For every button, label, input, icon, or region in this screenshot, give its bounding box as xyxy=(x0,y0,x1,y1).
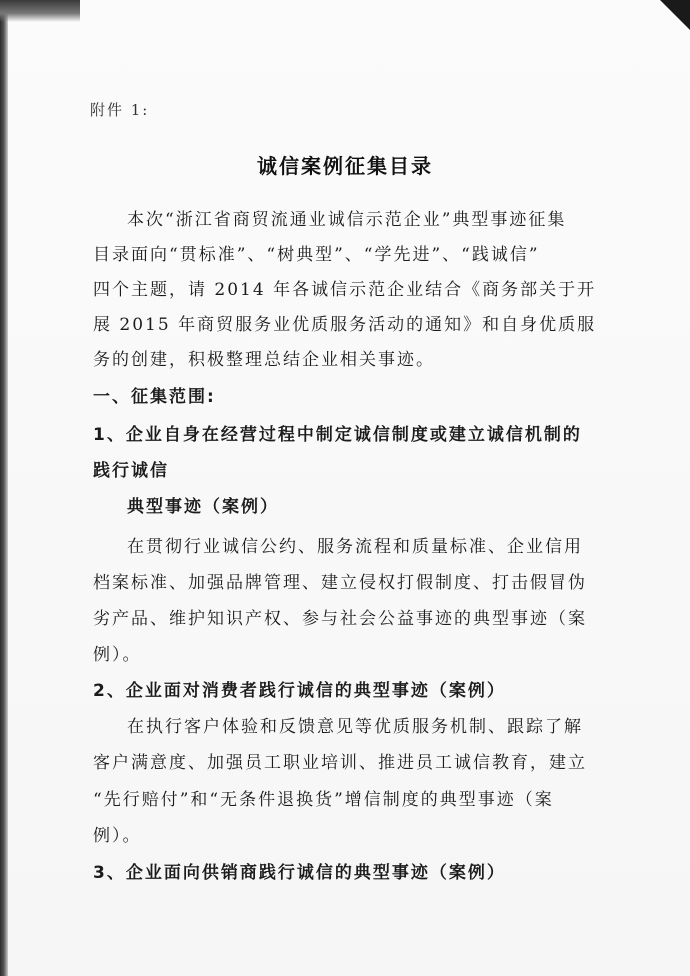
item2-body-line: 在执行客户体验和反馈意见等优质服务机制、跟踪了解 xyxy=(127,717,583,737)
item2-body-line: 例）。 xyxy=(93,826,142,846)
section-one-heading: 一、征集范围: xyxy=(93,387,216,407)
attachment-label: 附件 1: xyxy=(90,101,150,119)
item1-body-line: 档案标准、加强品牌管理、建立侵权打假制度、打击假冒伪 xyxy=(93,573,587,593)
intro-line: 务的创建，积极整理总结企业相关事迹。 xyxy=(93,350,435,370)
item2-body-line: 客户满意度、加强员工职业培训、推进员工诚信教育，建立 xyxy=(93,753,587,773)
document-title: 诚信案例征集目录 xyxy=(257,154,433,178)
item1-subheading: 典型事迹（案例） xyxy=(127,497,279,517)
item2-body-line: “先行赔付”和“无条件退换货”增信制度的典型事迹（案 xyxy=(93,790,554,810)
item3-heading: 3、企业面向供销商践行诚信的典型事迹（案例） xyxy=(93,863,506,883)
intro-line: 目录面向“贯标准”、“树典型”、“学先进”、“践诚信” xyxy=(93,245,540,265)
item1-heading-line: 1、企业自身在经营过程中制定诚信制度或建立诚信机制的 xyxy=(93,425,582,445)
item1-heading-line: 践行诚信 xyxy=(93,461,169,481)
intro-line: 四个主题，请 2014 年各诚信示范企业结合《商务部关于开 xyxy=(93,280,597,300)
item1-body-line: 在贯彻行业诚信公约、服务流程和质量标准、企业信用 xyxy=(127,537,583,557)
item2-heading: 2、企业面对消费者践行诚信的典型事迹（案例） xyxy=(93,681,506,701)
item1-body-line: 例）。 xyxy=(93,645,142,665)
intro-line: 展 2015 年商贸服务业优质服务活动的通知》和自身优质服 xyxy=(93,315,597,335)
intro-line: 本次“浙江省商贸流通业诚信示范企业”典型事迹征集 xyxy=(127,210,567,230)
item1-body-line: 劣产品、维护知识产权、参与社会公益事迹的典型事迹（案 xyxy=(93,609,587,629)
